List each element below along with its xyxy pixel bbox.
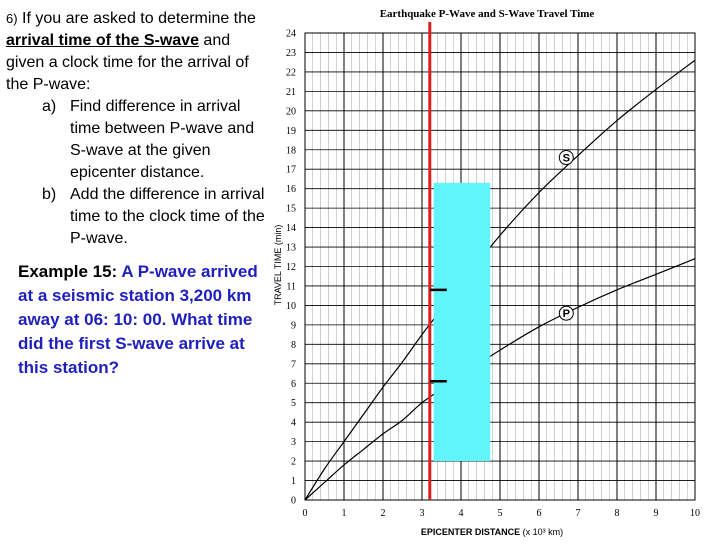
y-tick-label: 19 <box>286 125 296 137</box>
x-axis-label-unit: (x 10³ km) <box>522 527 564 537</box>
step-a-marker: a) <box>42 98 57 115</box>
example-paragraph <box>18 260 270 380</box>
y-tick-label: 5 <box>291 398 296 410</box>
y-tick-label: 12 <box>286 262 296 273</box>
y-tick-label: 7 <box>291 359 296 371</box>
x-tick-label: 3 <box>419 508 425 519</box>
y-tick-label: 24 <box>286 28 296 40</box>
y-tick-label: 8 <box>291 339 296 351</box>
instructions-paragraph <box>6 8 268 96</box>
chart-overlays <box>430 22 574 500</box>
y-axis-label: TRAVEL TIME (min) <box>273 224 283 306</box>
step-b-marker: b) <box>42 186 57 203</box>
y-tick-label: 10 <box>286 300 296 312</box>
y-tick-label: 11 <box>286 281 296 293</box>
y-tick-label: 17 <box>286 164 296 176</box>
x-tick-label: 6 <box>536 508 542 519</box>
y-tick-label: 23 <box>286 47 296 59</box>
step-a-text: Find difference in arrival time between P-wave and S-wave at the given epicenter distance. <box>70 98 255 181</box>
chart-tick-labels <box>286 29 700 520</box>
y-tick-label: 0 <box>291 495 296 507</box>
x-tick-label: 9 <box>653 508 659 519</box>
x-axis-label <box>421 527 563 537</box>
y-tick-label: 2 <box>291 456 296 468</box>
y-tick-label: 14 <box>286 223 296 235</box>
y-tick-label: 6 <box>291 378 296 390</box>
x-tick-label: 7 <box>575 508 581 519</box>
curve-label-P: P <box>562 308 570 321</box>
left-text-panel <box>6 8 268 380</box>
travel-time-chart <box>268 0 718 545</box>
y-tick-label: 1 <box>291 476 296 488</box>
step-b-text: Add the difference in arrival time to the clock time of the P-wave. <box>70 186 265 247</box>
answer-cover-box <box>434 183 491 461</box>
x-tick-label: 2 <box>380 508 386 519</box>
example-label: Example 15: <box>18 262 118 281</box>
instruction-emphasis: arrival time of the S-wave <box>6 32 199 49</box>
step-b <box>6 184 268 250</box>
y-tick-label: 16 <box>286 184 296 196</box>
instruction-line-2: and given a clock time for the arrival of the P-wave: <box>6 32 249 93</box>
steps-list <box>6 96 268 250</box>
travel-time-chart-svg <box>268 0 718 540</box>
x-tick-label: 5 <box>497 508 503 519</box>
x-tick-label: 1 <box>341 508 347 519</box>
x-tick-label: 4 <box>458 508 464 519</box>
x-tick-label: 0 <box>302 508 308 519</box>
y-tick-label: 18 <box>286 145 296 157</box>
step-a <box>6 96 268 184</box>
x-tick-label: 8 <box>614 508 620 519</box>
y-tick-label: 20 <box>286 106 296 118</box>
chart-grid <box>305 33 695 500</box>
x-tick-label: 10 <box>690 508 700 519</box>
y-tick-label: 22 <box>286 67 296 79</box>
y-tick-label: 3 <box>291 437 296 449</box>
curve-label-S: S <box>562 152 570 165</box>
y-tick-label: 15 <box>286 203 296 215</box>
chart-title: Earthquake P-Wave and S-Wave Travel Time <box>379 8 595 20</box>
example-question: A P-wave arrived at a seismic station 3,200 km away at 06: 10: 00. What time did the first S-wave arrive at this station? <box>18 262 258 377</box>
x-axis-label-main: EPICENTER DISTANCE <box>420 527 521 537</box>
y-tick-label: 13 <box>286 242 296 254</box>
instruction-line-1: If you are asked to determine the <box>17 10 256 27</box>
y-tick-label: 21 <box>286 86 296 98</box>
y-tick-label: 9 <box>291 320 296 332</box>
y-tick-label: 4 <box>291 417 296 429</box>
instruction-number: 6) <box>6 11 18 26</box>
